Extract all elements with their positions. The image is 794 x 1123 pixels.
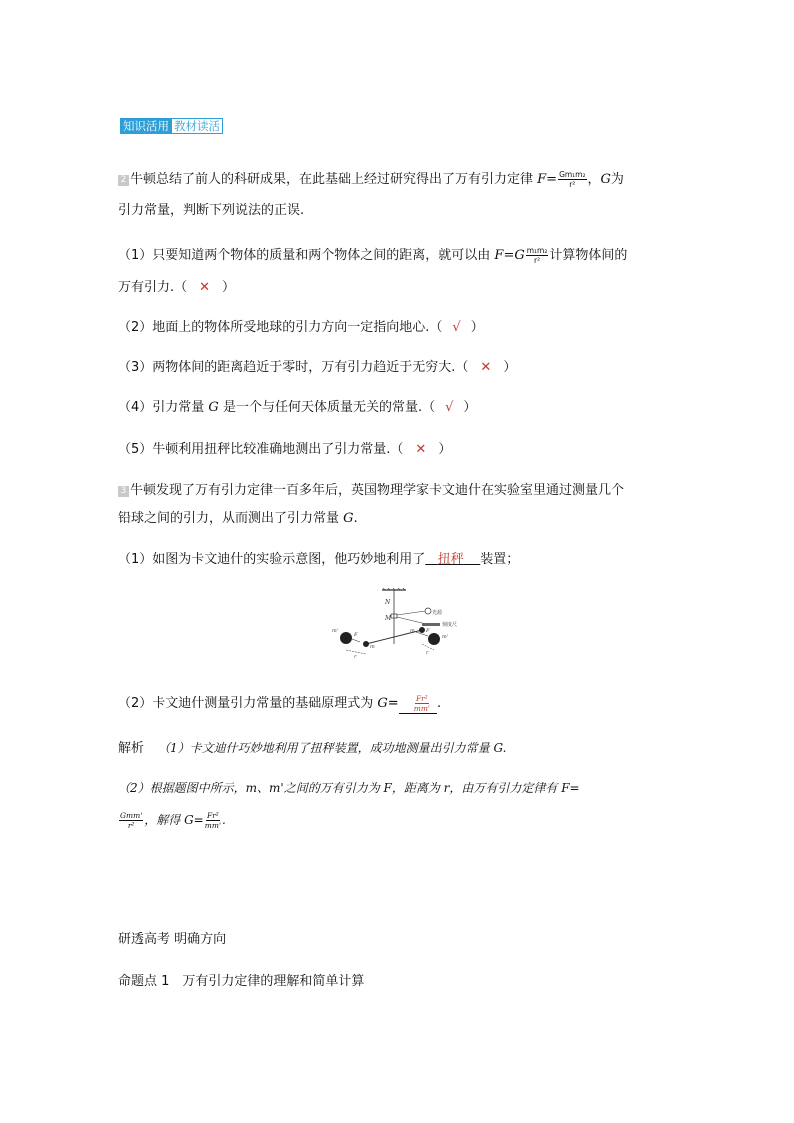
q2-item-2: （2）地面上的物体所受地球的引力方向一定指向地心.（ √ ） bbox=[118, 318, 484, 338]
label-r-left: r bbox=[354, 654, 357, 660]
topic-heading: 命题点 1 万有引力定律的理解和简单计算 bbox=[118, 974, 365, 989]
q2-line1: 2 牛顿总结了前人的科研成果，在此基础上经过研究得出了万有引力定律 F= $\frac{\text{Gm₁m₂}}{\text{r²}}$ ，G为 bbox=[118, 170, 624, 190]
label-m-prime-left: m' bbox=[332, 628, 339, 634]
analysis-fraction-1: $\frac{\text{Gmm'}}{\text{r²}}$ bbox=[120, 811, 143, 830]
correct-mark-icon: √ bbox=[452, 320, 461, 335]
section-tag bbox=[120, 118, 223, 134]
label-r-right: r bbox=[426, 650, 429, 656]
q2-item-4: （4）引力常量 G 是一个与任何天体质量无关的常量.（ √ ） bbox=[118, 398, 476, 418]
correct-mark-icon: √ bbox=[445, 400, 454, 415]
q2-number-badge: 2 bbox=[118, 175, 129, 186]
q3-answer-torsion-balance: 扭秤 bbox=[437, 552, 464, 567]
label-m-left: m bbox=[370, 644, 375, 650]
label-m-prime-right: m' bbox=[442, 634, 449, 640]
q2-item-5: （5）牛顿利用扭秤比较准确地测出了引力常量.（ ✕ ） bbox=[118, 440, 451, 460]
label-light-source: 光源 bbox=[432, 610, 443, 616]
analysis-p2: （2）根据题图中所示，m、m'之间的万有引力为 F，距离为 r，由万有引力定律有 F= bbox=[118, 781, 580, 795]
q3-sub2: （2）卡文迪什测量引力常量的基础原理式为 G= $\frac{\text{Fr²}}{mm'}$ . bbox=[118, 694, 442, 713]
analysis-fraction-2: $\frac{\text{Fr²}}{mm'}$ bbox=[204, 811, 222, 830]
q2-item-3: （3）两物体间的距离趋近于零时，万有引力趋近于无穷大.（ ✕ ） bbox=[118, 358, 516, 378]
analysis-heading: 解析 bbox=[118, 741, 145, 756]
analysis-p3: $\frac{\text{Gmm'}}{\text{r²}}$ ，解得 G= $\frac{\text{Fr²}}{mm'}$ . bbox=[120, 811, 226, 830]
label-scale: 刻度尺 bbox=[442, 622, 458, 628]
wrong-mark-icon: ✕ bbox=[199, 280, 211, 295]
q3-answer-fraction: $\frac{\text{Fr²}}{mm'}$ bbox=[413, 694, 430, 713]
label-M: M bbox=[385, 615, 392, 622]
q3-line2: 铅球之间的引力，从而测出了引力常量 G. bbox=[118, 511, 358, 526]
q2-line2: 引力常量，判断下列说法的正误. bbox=[118, 203, 305, 218]
q3-sub1: （1）如图为卡文迪什的实验示意图，他巧妙地利用了 扭秤 装置； bbox=[118, 552, 520, 567]
q3-number-badge: 3 bbox=[118, 486, 129, 497]
label-m-right: m bbox=[410, 628, 415, 634]
cavendish-diagram bbox=[330, 588, 462, 660]
q2-item-1-cont: 万有引力.（ ✕ ） bbox=[118, 278, 235, 298]
wrong-mark-icon: ✕ bbox=[480, 360, 492, 375]
q2-formula-fraction: $\frac{\text{Gm₁m₂}}{\text{r²}}$ bbox=[559, 170, 586, 189]
tag-textbook-reading: 教材读活 bbox=[172, 118, 223, 134]
wrong-mark-icon: ✕ bbox=[415, 442, 427, 457]
q2-item1-formula-fraction: $\frac{\text{m₁m₂}}{\text{r²}}$ bbox=[526, 246, 548, 265]
q3-answer-blank bbox=[399, 694, 437, 714]
tag-knowledge-use: 知识活用 bbox=[120, 118, 172, 134]
q2-item-1: （1）只要知道两个物体的质量和两个物体之间的距离，就可以由 F=G $\frac{\text{m₁m₂}}{\text{r²}}$ 计算物体间的 bbox=[118, 246, 628, 265]
label-F-left: F bbox=[354, 632, 358, 638]
label-N: N bbox=[385, 599, 391, 606]
section-title: 研透高考 明确方向 bbox=[118, 932, 227, 947]
analysis-p1: 解析 （1）卡文迪什巧妙地利用了扭秤装置，成功地测量出引力常量 G. bbox=[118, 741, 507, 756]
q3-line1: 3 牛顿发现了万有引力定律一百多年后，英国物理学家卡文迪什在实验室里通过测量几个 bbox=[118, 481, 624, 501]
label-F-right: F bbox=[426, 628, 430, 634]
